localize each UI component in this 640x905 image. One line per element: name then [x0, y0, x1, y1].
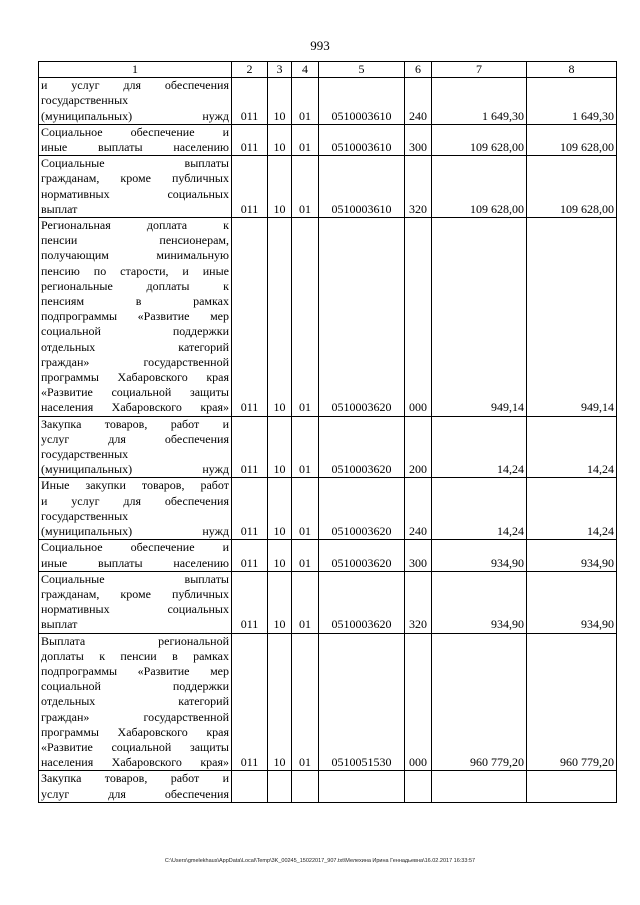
target-article-code: 0510003620	[319, 416, 405, 478]
table-row	[39, 571, 617, 633]
table-row	[39, 156, 617, 218]
subsection-code: 01	[292, 156, 319, 218]
subsection-code: 01	[292, 218, 319, 417]
header-row	[39, 62, 617, 78]
amount-col8: 14,24	[527, 478, 617, 540]
subsection-code: 01	[292, 633, 319, 771]
amount-col7: 949,14	[432, 218, 527, 417]
row-description: Выплата региональной доплаты к пенсии в рамках подпрограммы «Развитие мер социальной поддержки отдельных категорий граждан» государственной программы Хабаровского края «Развитие социальной защиты населения Хабаровского края»	[39, 633, 232, 771]
target-article-code: 0510003620	[319, 540, 405, 571]
ministry-code: 011	[232, 478, 268, 540]
section-code: 10	[268, 218, 292, 417]
subsection-code: 01	[292, 571, 319, 633]
amount-col8: 1 649,30	[527, 78, 617, 125]
row-description: и услуг для обеспечения государственных (муниципальных) нужд	[39, 78, 232, 125]
section-code: 10	[268, 416, 292, 478]
section-code	[268, 771, 292, 802]
ministry-code	[232, 771, 268, 802]
ministry-code: 011	[232, 218, 268, 417]
subsection-code: 01	[292, 540, 319, 571]
amount-col8: 934,90	[527, 540, 617, 571]
section-code: 10	[268, 478, 292, 540]
target-article-code	[319, 771, 405, 802]
file-path-footer: C:\Users\gmelekhaus\AppData\Local\Temp\3K_00245_15022017_907.txt\Мелехина Ирина Геннадьевна\16.02.2017 16:33:57	[164, 858, 476, 864]
section-code: 10	[268, 156, 292, 218]
amount-col7: 1 649,30	[432, 78, 527, 125]
amount-col7: 14,24	[432, 416, 527, 478]
ministry-code: 011	[232, 540, 268, 571]
expense-type-code: 300	[405, 540, 432, 571]
table-row	[39, 478, 617, 540]
table-row	[39, 771, 617, 802]
amount-col8: 934,90	[527, 571, 617, 633]
ministry-code: 011	[232, 571, 268, 633]
target-article-code: 0510003610	[319, 156, 405, 218]
expense-type-code	[405, 771, 432, 802]
section-code: 10	[268, 540, 292, 571]
amount-col8: 960 779,20	[527, 633, 617, 771]
expense-type-code: 000	[405, 633, 432, 771]
table-row	[39, 416, 617, 478]
column-header: 3	[268, 62, 292, 78]
amount-col7: 109 628,00	[432, 124, 527, 155]
ministry-code: 011	[232, 416, 268, 478]
section-code: 10	[268, 571, 292, 633]
row-description: Региональная доплата к пенсии пенсионерам, получающим минимальную пенсию по старости, и иные региональные доплаты к пенсиям в рамках подпрограммы «Развитие мер социальной поддержки отдельных категорий граждан» государственной программы Хабаровского края «Развитие социальной защиты населения Хабаровского края»	[39, 218, 232, 417]
row-description: Социальное обеспечение и иные выплаты населению	[39, 124, 232, 155]
column-header: 6	[405, 62, 432, 78]
subsection-code: 01	[292, 416, 319, 478]
expense-type-code: 300	[405, 124, 432, 155]
subsection-code: 01	[292, 78, 319, 125]
amount-col7: 934,90	[432, 540, 527, 571]
ministry-code: 011	[232, 124, 268, 155]
amount-col7: 960 779,20	[432, 633, 527, 771]
expense-type-code: 320	[405, 156, 432, 218]
amount-col7	[432, 771, 527, 802]
section-code: 10	[268, 78, 292, 125]
target-article-code: 0510003620	[319, 571, 405, 633]
expense-type-code: 000	[405, 218, 432, 417]
expense-type-code: 240	[405, 78, 432, 125]
section-code: 10	[268, 633, 292, 771]
table-row	[39, 78, 617, 125]
table-row	[39, 124, 617, 155]
amount-col8	[527, 771, 617, 802]
ministry-code: 011	[232, 156, 268, 218]
column-header: 2	[232, 62, 268, 78]
row-description: Социальное обеспечение и иные выплаты населению	[39, 540, 232, 571]
column-header: 4	[292, 62, 319, 78]
column-header: 7	[432, 62, 527, 78]
table-row	[39, 218, 617, 417]
subsection-code: 01	[292, 478, 319, 540]
target-article-code: 0510051530	[319, 633, 405, 771]
row-description: Социальные выплаты гражданам, кроме публичных нормативных социальных выплат	[39, 571, 232, 633]
subsection-code: 01	[292, 124, 319, 155]
subsection-code	[292, 771, 319, 802]
row-description: Закупка товаров, работ и услуг для обеспечения	[39, 771, 232, 802]
target-article-code: 0510003620	[319, 218, 405, 417]
ministry-code: 011	[232, 633, 268, 771]
amount-col7: 934,90	[432, 571, 527, 633]
expense-type-code: 320	[405, 571, 432, 633]
amount-col7: 14,24	[432, 478, 527, 540]
row-description: Иные закупки товаров, работ и услуг для обеспечения государственных (муниципальных) нужд	[39, 478, 232, 540]
page-number: 993	[310, 38, 330, 53]
amount-col8: 949,14	[527, 218, 617, 417]
section-code: 10	[268, 124, 292, 155]
row-description: Закупка товаров, работ и услуг для обеспечения государственных (муниципальных) нужд	[39, 416, 232, 478]
column-header: 5	[319, 62, 405, 78]
column-header: 1	[39, 62, 232, 78]
target-article-code: 0510003620	[319, 478, 405, 540]
amount-col8: 109 628,00	[527, 124, 617, 155]
table-row	[39, 540, 617, 571]
target-article-code: 0510003610	[319, 78, 405, 125]
amount-col8: 109 628,00	[527, 156, 617, 218]
amount-col8: 14,24	[527, 416, 617, 478]
table-row	[39, 633, 617, 771]
expense-type-code: 240	[405, 478, 432, 540]
amount-col7: 109 628,00	[432, 156, 527, 218]
expense-type-code: 200	[405, 416, 432, 478]
column-header: 8	[527, 62, 617, 78]
row-description: Социальные выплаты гражданам, кроме публичных нормативных социальных выплат	[39, 156, 232, 218]
budget-table	[38, 61, 617, 803]
target-article-code: 0510003610	[319, 124, 405, 155]
ministry-code: 011	[232, 78, 268, 125]
